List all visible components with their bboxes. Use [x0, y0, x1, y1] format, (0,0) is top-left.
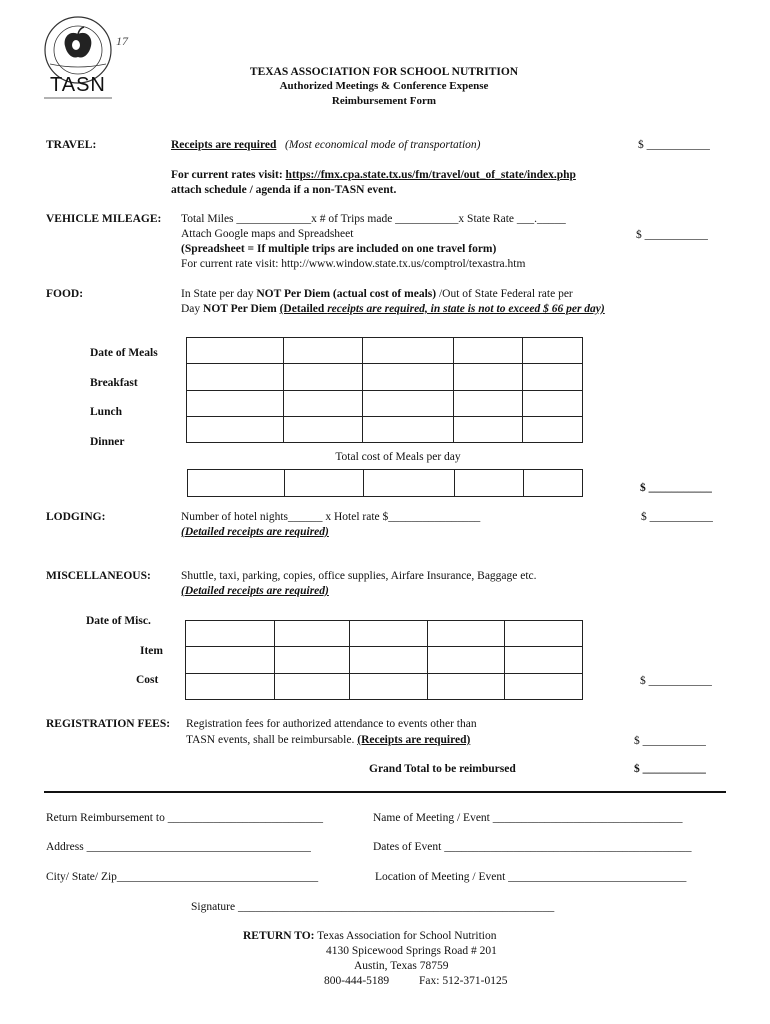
misc-cell[interactable] [350, 621, 428, 647]
travel-desc [171, 139, 481, 151]
meal-cell[interactable] [187, 390, 284, 416]
food-label: FOOD: [46, 288, 84, 300]
meal-total-cell[interactable] [524, 470, 583, 497]
mileage-line3: (Spreadsheet = If multiple trips are included on one travel form) [181, 243, 497, 255]
travel-label: TRAVEL: [46, 139, 97, 151]
misc-row-label: Cost [136, 674, 159, 686]
address-field[interactable]: Address _______________________________________ [46, 841, 311, 853]
misc-row-label: Date of Misc. [86, 615, 151, 627]
lodging-label: LODGING: [46, 511, 106, 523]
meal-cell[interactable] [454, 338, 523, 364]
travel-rates-line [171, 169, 576, 181]
table-row [187, 390, 583, 416]
food-amount: $ ___________ [640, 482, 712, 494]
meal-cell[interactable] [363, 338, 454, 364]
misc-cell[interactable] [350, 673, 428, 699]
misc-cell[interactable] [275, 647, 350, 673]
registration-line2 [186, 734, 470, 746]
meal-cell[interactable] [187, 338, 284, 364]
food-line2-a: Day [181, 303, 204, 315]
return-address-line1: 4130 Spicewood Springs Road # 201 [326, 945, 497, 957]
return-to-field[interactable]: Return Reimbursement to ___________________________ [46, 812, 323, 824]
travel-attach: attach schedule / agenda if a non-TASN event. [171, 184, 397, 196]
misc-cell[interactable] [350, 647, 428, 673]
meal-cell[interactable] [454, 364, 523, 390]
misc-line1: Shuttle, taxi, parking, copies, office supplies, Airfare Insurance, Baggage etc. [181, 570, 537, 582]
table-row [186, 673, 583, 699]
meal-total-cell[interactable] [364, 470, 455, 497]
registration-label: REGISTRATION FEES: [46, 718, 171, 730]
food-line1-b: NOT Per Diem (actual cost of meals) [256, 288, 437, 300]
mileage-label: VEHICLE MILEAGE: [46, 213, 162, 225]
food-row-label: Date of Meals [90, 347, 158, 359]
city-state-zip-field[interactable]: City/ State/ Zip___________________________________ [46, 871, 319, 883]
tasn-logo [40, 12, 118, 104]
food-row-label: Dinner [90, 436, 125, 448]
registration-line1: Registration fees for authorized attendance to events other than [186, 718, 477, 730]
table-row [186, 621, 583, 647]
misc-cell[interactable] [505, 621, 583, 647]
table-row [187, 338, 583, 364]
meal-cell[interactable] [454, 390, 523, 416]
travel-amount: $ ___________ [638, 139, 710, 151]
logo-text: TASN [50, 74, 106, 96]
return-to-org: Texas Association for School Nutrition [314, 930, 497, 942]
food-line2-c: (Detailed [279, 303, 328, 315]
mileage-line1: Total Miles _____________x # of Trips made ___________x State Rate ___._____ [181, 213, 566, 225]
divider [44, 791, 726, 793]
misc-cell[interactable] [505, 647, 583, 673]
grand-total-label: Grand Total to be reimbursed [369, 763, 516, 775]
meal-cell[interactable] [284, 338, 363, 364]
misc-cell[interactable] [275, 673, 350, 699]
meal-cell[interactable] [363, 390, 454, 416]
meal-cell[interactable] [284, 364, 363, 390]
meeting-location-field[interactable]: Location of Meeting / Event _______________________________ [375, 871, 687, 883]
mileage-line2: Attach Google maps and Spreadsheet [181, 228, 354, 240]
meal-cell[interactable] [363, 416, 454, 442]
travel-rates-link[interactable]: https://fmx.cpa.state.tx.us/fm/travel/out_of_state/index.php [285, 169, 576, 181]
return-to-label: RETURN TO: [243, 930, 315, 942]
mileage-line4: For current rate visit: http://www.window.state.tx.us/comptrol/texastra.htm [181, 258, 526, 270]
header-org: TEXAS ASSOCIATION FOR SCHOOL NUTRITION [249, 66, 519, 78]
misc-row-label: Item [140, 645, 163, 657]
food-line2-d: receipts are required, in state is not to exceed $ 66 per day) [327, 303, 605, 315]
travel-receipts: Receipts are required [171, 139, 277, 151]
food-line1 [181, 288, 573, 300]
meal-cell[interactable] [363, 364, 454, 390]
table-row [188, 470, 583, 497]
meals-table [186, 337, 583, 443]
misc-label: MISCELLANEOUS: [46, 570, 151, 582]
lodging-line1: Number of hotel nights______ x Hotel rate $________________ [181, 511, 481, 523]
registration-receipts: (Receipts are required) [357, 734, 471, 746]
misc-cell[interactable] [275, 621, 350, 647]
meal-cell[interactable] [187, 364, 284, 390]
grand-total-amount: $ ___________ [634, 763, 706, 775]
misc-cell[interactable] [186, 673, 275, 699]
mileage-amount: $ ___________ [636, 229, 708, 241]
header-subtitle: Authorized Meetings & Conference Expense [279, 80, 489, 92]
misc-line2: (Detailed receipts are required) [181, 585, 329, 597]
return-address-line2: Austin, Texas 78759 [354, 960, 449, 972]
lodging-line2: (Detailed receipts are required) [181, 526, 329, 538]
meals-total-table [187, 469, 583, 497]
signature-field[interactable]: Signature _______________________________________________________ [191, 901, 555, 913]
meal-total-cell[interactable] [455, 470, 524, 497]
misc-cell[interactable] [428, 647, 505, 673]
food-line1-c: /Out of State Federal rate per [436, 288, 573, 300]
meal-total-cell[interactable] [285, 470, 364, 497]
meal-total-cell[interactable] [188, 470, 285, 497]
misc-cell[interactable] [505, 673, 583, 699]
corner-mark: 17 [116, 34, 128, 48]
meal-cell[interactable] [523, 416, 583, 442]
food-line1-a: In State per day [181, 288, 257, 300]
table-row [187, 416, 583, 442]
event-dates-field[interactable]: Dates of Event ___________________________________________ [373, 841, 692, 853]
misc-cell[interactable] [186, 647, 275, 673]
return-to-line [243, 930, 496, 942]
table-row [186, 647, 583, 673]
registration-line2-a: TASN events, shall be reimbursable. [186, 734, 358, 746]
meal-cell[interactable] [523, 390, 583, 416]
meal-cell[interactable] [523, 338, 583, 364]
meals-total-label: Total cost of Meals per day [335, 451, 461, 463]
meal-cell[interactable] [187, 416, 284, 442]
meal-cell[interactable] [284, 416, 363, 442]
meal-cell[interactable] [454, 416, 523, 442]
misc-cell[interactable] [186, 621, 275, 647]
registration-amount: $ ___________ [634, 735, 706, 747]
food-line2 [181, 303, 605, 315]
return-fax: Fax: 512-371-0125 [419, 975, 508, 987]
misc-table [185, 620, 583, 700]
misc-cell[interactable] [428, 673, 505, 699]
misc-cell[interactable] [428, 621, 505, 647]
table-row [187, 364, 583, 390]
travel-rates-prefix: For current rates visit: [171, 169, 286, 181]
header-form-title: Reimbursement Form [331, 95, 437, 107]
lodging-amount: $ ___________ [641, 511, 713, 523]
food-row-label: Breakfast [90, 377, 138, 389]
food-row-label: Lunch [90, 406, 122, 418]
meal-cell[interactable] [523, 364, 583, 390]
misc-amount: $ ___________ [640, 675, 712, 687]
meeting-name-field[interactable]: Name of Meeting / Event _________________________________ [373, 812, 683, 824]
travel-note: (Most economical mode of transportation) [285, 139, 481, 151]
food-line2-b: NOT Per Diem [203, 303, 280, 315]
return-phone: 800-444-5189 [324, 975, 390, 987]
meal-cell[interactable] [284, 390, 363, 416]
